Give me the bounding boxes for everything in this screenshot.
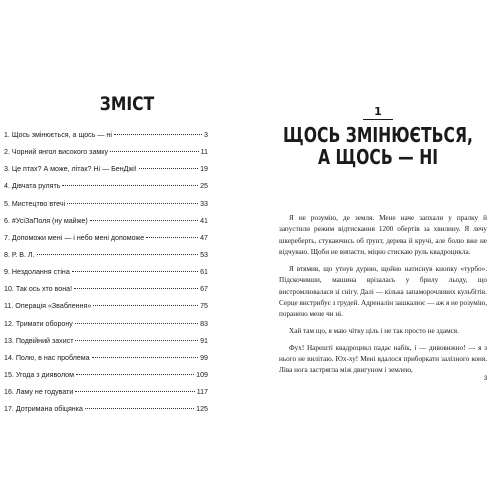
toc-entry-page: 53 [200, 250, 208, 259]
toc-entry-page: 117 [196, 388, 208, 397]
toc-dot-leader [93, 305, 198, 306]
chapter-title-line-1: ЩОСЬ ЗМІНЮЄТЬСЯ, [283, 123, 473, 147]
toc-entry-title: 9. Нездолання стіна [4, 268, 70, 277]
toc-entry-page: 19 [200, 165, 208, 174]
toc-list [4, 127, 208, 418]
toc-entry-title: 7. Допоможи мені — і небо мені допоможе [4, 233, 145, 242]
toc-entry-title: 10. Так ось хто вона! [4, 285, 73, 294]
toc-entry-title: 11. Операція «Зваблення» [4, 302, 92, 311]
toc-entry [4, 333, 208, 350]
toc-entry [4, 247, 208, 264]
body-paragraph: Я не розумію, де земля. Мене наче запхали у пралку й запустили режим відтискання 1200 обертів за хвилину. Я лечу шкереберть, стукаючись об ґрунт, дерева й кручі, але болю вже не відчуваю. Щоби не випасти, міцно стискаю руль квадроцикла. [279, 214, 487, 257]
toc-dot-leader [110, 151, 199, 152]
toc-entry [4, 401, 208, 418]
toc-entry-title: 14. Полю, в нас проблема [4, 353, 90, 362]
toc-entry-page: 3 [204, 131, 208, 139]
toc-entry [4, 350, 208, 367]
chapter-number: 1 [374, 105, 382, 118]
body-paragraph: Хай там що, я маю чітку ціль і не так просто не здамся. [289, 327, 459, 336]
toc-dot-leader [75, 391, 194, 392]
toc-dot-leader [62, 185, 198, 186]
toc-entry [4, 144, 208, 161]
toc-entry-title: 5. Мистецтво втечі [4, 199, 66, 208]
page-number: 3 [484, 376, 488, 382]
toc-dot-leader [92, 357, 198, 358]
toc-entry [4, 316, 208, 333]
toc-entry-title: 6. #УсіЗаПоля (ну майже) [4, 216, 88, 225]
toc-entry-title: 13. Подвійний захист [4, 336, 74, 345]
toc-entry [4, 367, 208, 384]
toc-entry-title: 16. Ламу не годувати [4, 388, 74, 397]
toc-entry [4, 264, 208, 281]
toc-entry [4, 281, 208, 298]
toc-entry-page: 125 [196, 405, 208, 414]
toc-title: ЗМІСТ [99, 93, 155, 115]
toc-entry-title: 3. Це птах? А може, літак? Ні — БенДжі! [4, 165, 137, 174]
toc-entry-title: 4. Дівчата рулять [4, 182, 61, 191]
chapter-title [283, 124, 473, 168]
toc-entry [4, 161, 208, 178]
toc-dot-leader [37, 254, 199, 255]
toc-entry [4, 196, 208, 213]
chapter-title-line-2: А ЩОСЬ — НІ [317, 145, 439, 169]
toc-entry-page: 91 [200, 336, 208, 345]
toc-entry-page: 75 [200, 302, 208, 311]
toc-entry [4, 178, 208, 195]
toc-entry-title: 12. Тримати оборону [4, 319, 73, 328]
toc-dot-leader [146, 237, 198, 238]
toc-entry-title: 17. Дотримана обіцянка [4, 405, 83, 414]
toc-entry-page: 33 [200, 199, 208, 208]
chapter-number-underline [363, 119, 393, 120]
toc-entry-title: 15. Угода з дияволом [4, 370, 74, 379]
toc-entry-page: 61 [200, 268, 208, 277]
toc-entry-page: 11 [200, 148, 208, 157]
toc-entry-title: 2. Чорний янгол високого замку [4, 148, 108, 157]
toc-dot-leader [67, 203, 198, 204]
toc-entry-page: 67 [200, 285, 208, 294]
toc-dot-leader [90, 220, 198, 221]
toc-entry-page: 83 [200, 319, 208, 328]
toc-entry [4, 230, 208, 247]
chapter-body [279, 213, 487, 377]
toc-dot-leader [72, 271, 198, 272]
toc-dot-leader [114, 134, 202, 135]
toc-entry-page: 41 [200, 216, 208, 225]
toc-entry-title: 8. Р. В. Л. [4, 250, 35, 259]
body-paragraph: Фух! Нарешті квадроцикл падає набік, і — дивовижно! — я з нього не вилітаю. Юх-ху! Мені вдалося приборкати залізного коня. Ліва нога застрягла між двигуном і землею, [279, 343, 487, 375]
toc-entry-page: 25 [200, 182, 208, 191]
toc-entry-page: 99 [200, 353, 208, 362]
toc-entry [4, 384, 208, 401]
toc-dot-leader [85, 408, 194, 409]
toc-entry [4, 127, 208, 144]
toc-dot-leader [76, 374, 194, 375]
toc-entry-page: 47 [200, 233, 208, 242]
toc-dot-leader [75, 323, 198, 324]
toc-entry [4, 213, 208, 230]
toc-dot-leader [74, 288, 198, 289]
toc-dot-leader [75, 340, 198, 341]
toc-entry-page: 109 [196, 370, 208, 379]
toc-entry [4, 298, 208, 315]
body-paragraph: Я втямив, що утнув дурню, щойно натиснув кнопку «турбо». Підскочивши, машина врізалась у брилу льоду, що вистромлювалася зі снігу. Далі — кілька запаморочливих кульбітів. Серце вистрибує з грудей. Адреналін зашкалює — аж я не розумію, поранено мене чи ні. [279, 264, 487, 319]
toc-dot-leader [139, 168, 198, 169]
toc-entry-title: 1. Щось змінюється, а щось — ні [4, 131, 112, 139]
